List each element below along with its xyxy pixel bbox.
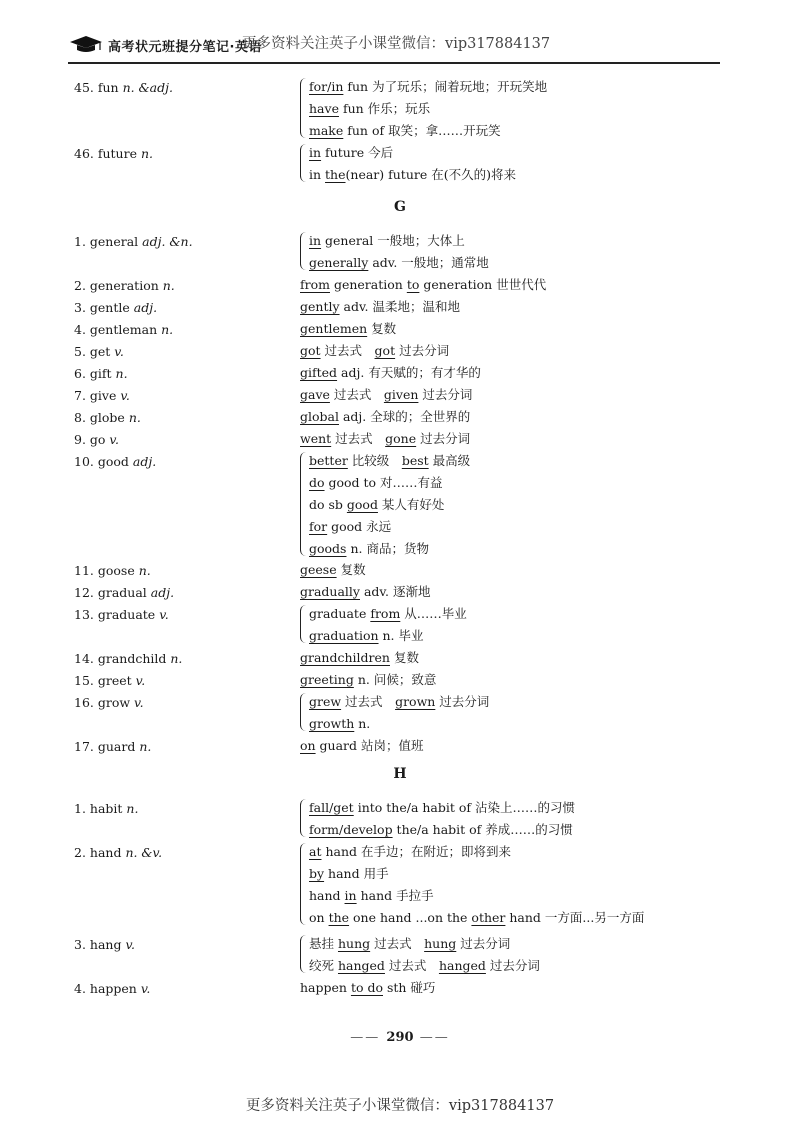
definition-text: do sb — [309, 497, 347, 512]
definition-text: fun 作乐；玩乐 — [338, 101, 431, 116]
underlined-keyword: the — [328, 910, 350, 925]
definition-line — [300, 669, 436, 691]
underlined-keyword: gone — [385, 431, 417, 446]
underlined-keyword: at — [309, 844, 322, 859]
underlined-keyword: got — [374, 343, 396, 358]
definition-line — [300, 647, 419, 669]
brace — [300, 799, 307, 837]
underlined-keyword: generally — [309, 255, 369, 270]
entry-definitions — [300, 603, 467, 647]
definition-text: hand 用手 — [324, 866, 389, 881]
section-heading-h: H — [393, 766, 407, 782]
book-title: 高考状元班提分笔记·英语 — [108, 40, 262, 55]
definition-text: 过去分词 — [435, 694, 490, 709]
definition-text: 过去式 — [384, 958, 439, 973]
definition-line — [300, 625, 467, 647]
definition-text: (near) future 在(不久的)将来 — [345, 167, 516, 182]
underlined-keyword: grown — [395, 694, 436, 709]
underlined-keyword: gentlemen — [300, 321, 368, 336]
definition-text: 过去式 — [320, 343, 375, 358]
definition-line — [300, 933, 540, 955]
brace — [300, 935, 307, 973]
underlined-keyword: do — [309, 475, 325, 490]
underlined-keyword: hung — [424, 936, 457, 951]
definition-line — [300, 691, 489, 713]
definition-line — [300, 559, 366, 581]
underlined-keyword: good — [346, 497, 378, 512]
entry-term: 45. fun n. &adj. — [74, 80, 173, 95]
definition-text: on — [309, 910, 329, 925]
definition-text: 过去分词 — [456, 936, 511, 951]
underlined-keyword: gave — [300, 387, 330, 402]
entry-definitions — [300, 296, 460, 318]
definition-line — [300, 98, 547, 120]
underlined-keyword: gradually — [300, 584, 360, 599]
entry-term: 2. generation n. — [74, 278, 175, 293]
definition-text: adj. 有天赋的；有才华的 — [337, 365, 481, 380]
underlined-keyword: have — [309, 101, 339, 116]
entry-term: 13. graduate v. — [74, 607, 169, 622]
definition-text: fun of 取笑；拿……开玩笑 — [343, 123, 501, 138]
definition-line — [300, 318, 396, 340]
definition-line — [300, 516, 470, 538]
underlined-keyword: geese — [300, 562, 337, 577]
definition-line — [300, 885, 644, 907]
entry-term: 3. gentle adj. — [74, 300, 158, 315]
underlined-keyword: global — [300, 409, 339, 424]
brace — [300, 843, 307, 925]
brace — [300, 144, 307, 182]
definition-line — [300, 406, 470, 428]
definition-text: adv. 温柔地；温和地 — [339, 299, 461, 314]
definition-text: adv. 一般地；通常地 — [368, 255, 489, 270]
underlined-keyword: from — [300, 277, 330, 292]
definition-line — [300, 362, 481, 384]
definition-text: happen — [300, 980, 351, 995]
underlined-keyword: hanged — [438, 958, 486, 973]
definition-text: good to 对……有益 — [324, 475, 443, 490]
entry-term: 3. hang v. — [74, 937, 135, 952]
entry-definitions — [300, 230, 489, 274]
definition-text: n. 问候；致意 — [353, 672, 437, 687]
entry-term: 14. grandchild n. — [74, 651, 183, 666]
entry-term: 17. guard n. — [74, 739, 152, 754]
underlined-keyword: went — [300, 431, 332, 446]
definition-text: 过去分词 — [416, 431, 471, 446]
entry-definitions — [300, 669, 436, 691]
underlined-keyword: in — [309, 233, 322, 248]
definition-line — [300, 120, 547, 142]
definition-line — [300, 76, 547, 98]
underlined-keyword: make — [309, 123, 344, 138]
section-heading-g: G — [394, 199, 406, 215]
definition-line — [300, 384, 472, 406]
underlined-keyword: got — [300, 343, 321, 358]
underlined-keyword: grew — [309, 694, 342, 709]
underlined-keyword: other — [471, 910, 506, 925]
definition-text: 过去式 — [329, 387, 384, 402]
definition-text: 比较级 — [347, 453, 402, 468]
watermark-bottom: 更多资料关注英子小课堂微信：vip317884137 — [245, 1098, 555, 1114]
definition-line — [300, 230, 489, 252]
definition-line — [300, 581, 430, 603]
entry-term: 16. grow v. — [74, 695, 144, 710]
underlined-keyword: from — [370, 606, 401, 621]
entry-term: 5. get v. — [74, 344, 124, 359]
definition-text: 复数 — [336, 562, 366, 577]
definition-text: 过去分词 — [485, 958, 540, 973]
underlined-keyword: in — [309, 145, 322, 160]
entry-term: 1. general adj. &n. — [74, 234, 193, 249]
watermark-top: 更多资料关注英子小课堂微信：vip317884137 — [242, 36, 551, 52]
definition-text: 过去式 — [370, 936, 425, 951]
definition-text: adv. 逐渐地 — [360, 584, 431, 599]
definition-line — [300, 603, 467, 625]
header-rule — [68, 62, 720, 64]
definition-line — [300, 340, 449, 362]
entry-definitions — [300, 797, 575, 841]
definition-line — [300, 296, 460, 318]
underlined-keyword: fall/get — [309, 800, 354, 815]
definition-text: general 一般地；大体上 — [321, 233, 465, 248]
definition-line — [300, 274, 546, 296]
entry-term: 9. go v. — [74, 432, 119, 447]
brace — [300, 452, 307, 556]
entry-definitions — [300, 76, 547, 142]
definition-line — [300, 977, 435, 999]
definition-text: 绞死 — [309, 958, 338, 973]
definition-text: 过去分词 — [418, 387, 473, 402]
entry-term: 1. habit n. — [74, 801, 139, 816]
definition-text: n. — [354, 716, 371, 731]
definition-line — [300, 907, 644, 929]
entry-term: 11. goose n. — [74, 563, 151, 578]
graduation-cap-icon — [68, 34, 104, 54]
definition-text: 悬挂 — [309, 936, 338, 951]
definition-line — [300, 538, 470, 560]
underlined-keyword: better — [309, 453, 348, 468]
definition-text: graduate — [309, 606, 371, 621]
definition-text: generation 世世代代 — [419, 277, 547, 292]
definition-text: n. 商品；货物 — [346, 541, 429, 556]
definition-line — [300, 713, 489, 735]
entry-definitions — [300, 428, 470, 450]
underlined-keyword: grandchildren — [300, 650, 390, 665]
entry-term: 6. gift n. — [74, 366, 128, 381]
entry-term: 7. give v. — [74, 388, 130, 403]
underlined-keyword: gently — [300, 299, 340, 314]
underlined-keyword: goods — [309, 541, 347, 556]
definition-line — [300, 252, 489, 274]
entry-definitions — [300, 735, 424, 757]
definition-text: 过去式 — [341, 694, 396, 709]
entry-definitions — [300, 977, 435, 999]
definition-text: hand 在手边；在附近；即将到来 — [321, 844, 511, 859]
definition-text: 过去式 — [331, 431, 386, 446]
entry-definitions — [300, 933, 540, 977]
brace — [300, 232, 307, 270]
underlined-keyword: for — [309, 519, 328, 534]
entry-definitions — [300, 142, 516, 186]
underlined-keyword: hung — [337, 936, 371, 951]
underlined-keyword: given — [383, 387, 419, 402]
page-header — [68, 28, 720, 64]
entry-definitions — [300, 340, 449, 362]
entry-term: 10. good adj. — [74, 454, 157, 469]
entry-definitions — [300, 647, 419, 669]
underlined-keyword: growth — [309, 716, 355, 731]
definition-text: fun 为了玩乐；闹着玩地；开玩笑地 — [343, 79, 548, 94]
definition-line — [300, 819, 575, 841]
entry-term: 4. gentleman n. — [74, 322, 174, 337]
definition-text: 从……毕业 — [400, 606, 467, 621]
definition-text: 最高级 — [428, 453, 471, 468]
underlined-keyword: to do — [350, 980, 383, 995]
underlined-keyword: gifted — [300, 365, 338, 380]
definition-text: into the/a habit of 沾染上……的习惯 — [353, 800, 575, 815]
entry-term: 4. happen v. — [74, 981, 151, 996]
entry-definitions — [300, 841, 644, 929]
definition-text: in — [309, 167, 326, 182]
underlined-keyword: hanged — [337, 958, 385, 973]
definition-text: good 永远 — [327, 519, 392, 534]
definition-line — [300, 428, 470, 450]
entry-definitions — [300, 581, 430, 603]
entry-definitions — [300, 406, 470, 428]
definition-text: one hand ...on the — [349, 910, 472, 925]
underlined-keyword: for/in — [309, 79, 344, 94]
definition-text: guard 站岗；值班 — [315, 738, 424, 753]
definition-text: the/a habit of 养成……的习惯 — [392, 822, 573, 837]
entry-definitions — [300, 384, 472, 406]
entry-definitions — [300, 318, 396, 340]
definition-line — [300, 164, 516, 186]
underlined-keyword: on — [300, 738, 316, 753]
definition-line — [300, 142, 516, 164]
definition-line — [300, 450, 470, 472]
definition-line — [300, 797, 575, 819]
underlined-keyword: graduation — [309, 628, 379, 643]
underlined-keyword: to — [406, 277, 420, 292]
definition-text: 某人有好处 — [377, 497, 445, 512]
definition-line — [300, 472, 470, 494]
entry-term: 12. gradual adj. — [74, 585, 175, 600]
underlined-keyword: greeting — [300, 672, 354, 687]
entry-term: 8. globe n. — [74, 410, 141, 425]
underlined-keyword: the — [325, 167, 346, 182]
brace — [300, 78, 307, 138]
underlined-keyword: best — [401, 453, 429, 468]
brace — [300, 605, 307, 643]
entry-definitions — [300, 362, 481, 384]
entry-term: 15. greet v. — [74, 673, 146, 688]
definition-line — [300, 863, 644, 885]
entry-definitions — [300, 559, 366, 581]
entry-term: 46. future n. — [74, 146, 153, 161]
underlined-keyword: by — [309, 866, 325, 881]
definition-text: generation — [329, 277, 407, 292]
definition-text: 过去分词 — [395, 343, 450, 358]
definition-line — [300, 841, 644, 863]
definition-text: 复数 — [389, 650, 419, 665]
entry-definitions — [300, 274, 546, 296]
underlined-keyword: in — [344, 888, 357, 903]
definition-text: n. 毕业 — [378, 628, 424, 643]
definition-line — [300, 494, 470, 516]
definition-text: sth 碰巧 — [383, 980, 436, 995]
definition-text: hand — [309, 888, 345, 903]
entry-definitions — [300, 450, 470, 560]
definition-line — [300, 735, 424, 757]
entry-term: 2. hand n. &v. — [74, 845, 163, 860]
entry-definitions — [300, 691, 489, 735]
underlined-keyword: form/develop — [309, 822, 393, 837]
definition-text: hand 手拉手 — [356, 888, 434, 903]
definition-text: adj. 全球的；全世界的 — [338, 409, 471, 424]
definition-text: future 今后 — [321, 145, 394, 160]
definition-text: 复数 — [367, 321, 397, 336]
page-number: —— 290 —— — [350, 1030, 450, 1045]
definition-line — [300, 955, 540, 977]
definition-text: hand 一方面...另一方面 — [505, 910, 645, 925]
brace — [300, 693, 307, 731]
